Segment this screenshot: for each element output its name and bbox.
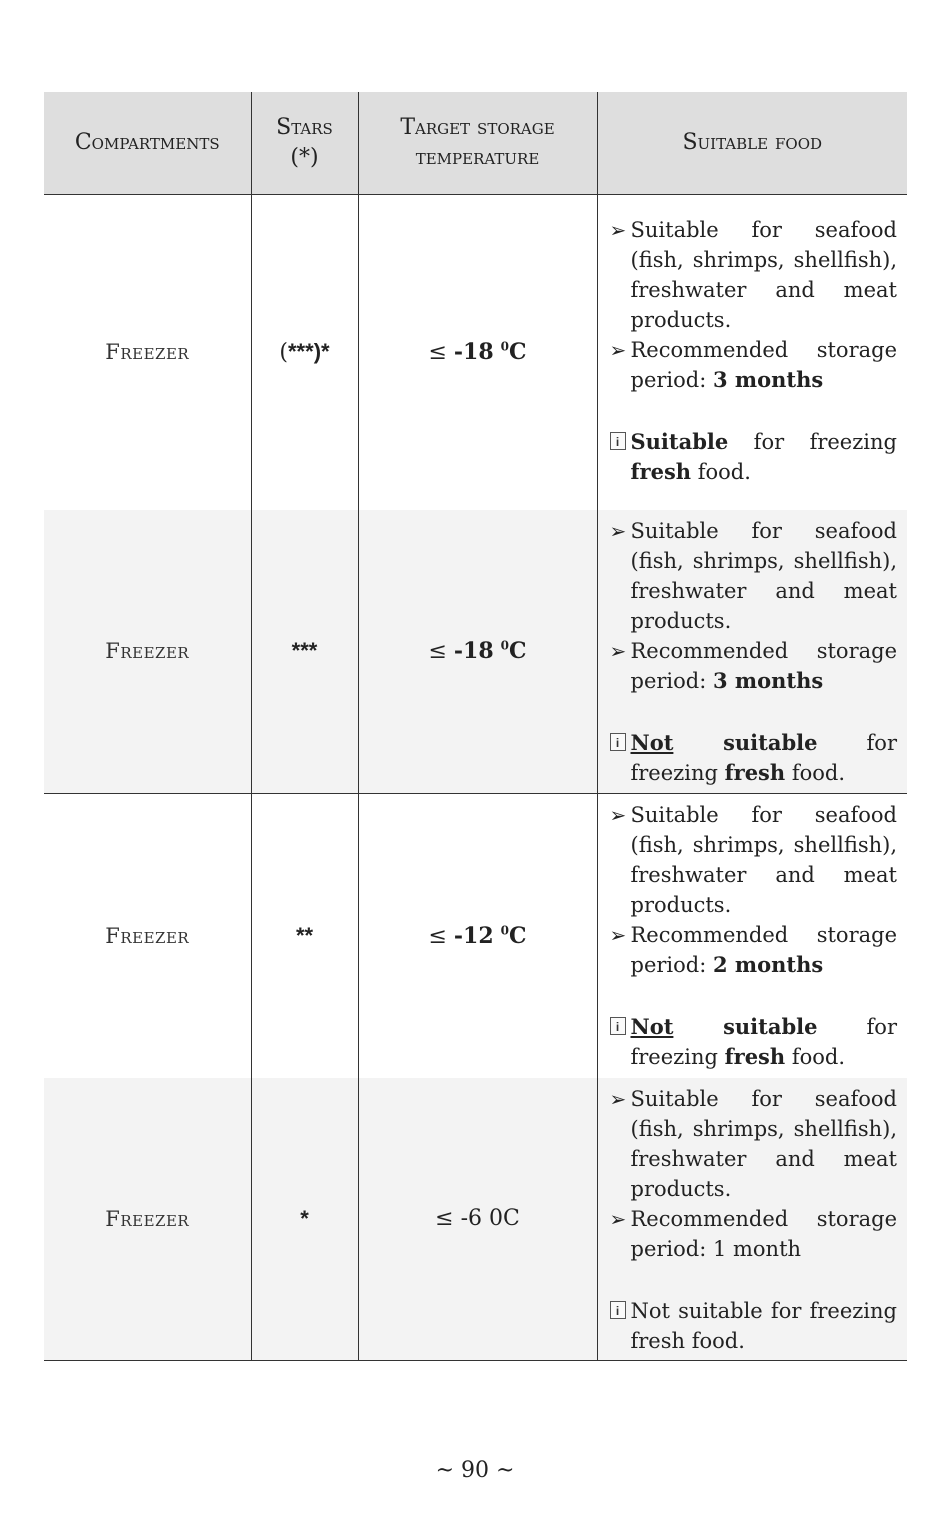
- temperature-cell: ≤ -6 0C: [358, 1078, 597, 1361]
- stars-cell: ***: [251, 510, 358, 794]
- suitable-food-cell: ➢ Suitable for seafood (fish, shrimps, shellfish), freshwater and meat products. ➢ Recommended storage period: 3 months i Suitable for freezing fresh food.: [597, 195, 907, 510]
- table-row: [44, 794, 907, 1078]
- arrow-bullet-icon: ➢: [609, 638, 627, 663]
- arrow-bullet-icon: ➢: [609, 1086, 627, 1111]
- arrow-bullet-icon: ➢: [609, 338, 627, 362]
- info-icon: i: [610, 1301, 626, 1319]
- info-icon: i: [610, 432, 626, 450]
- header-target-temperature: Target storage temperature: [358, 92, 597, 195]
- arrow-bullet-icon: ➢: [609, 518, 627, 543]
- compartment-cell: Freezer: [44, 1078, 251, 1361]
- header-suitable-food: Suitable food: [597, 92, 907, 195]
- suitable-food-cell: ➢ Suitable for seafood (fish, shrimps, shellfish), freshwater and meat products. ➢ Recommended storage period: 3 months i Not suitable for freezing fresh food.: [597, 510, 907, 794]
- header-stars: Stars (*): [251, 92, 358, 195]
- arrow-bullet-icon: ➢: [609, 803, 627, 827]
- header-row: [44, 92, 907, 195]
- storage-table: [44, 92, 907, 1361]
- suitable-food-cell: ➢ Suitable for seafood (fish, shrimps, shellfish), freshwater and meat products. ➢ Recommended storage period: 2 months i Not suitable for freezing fresh food.: [597, 794, 907, 1078]
- temperature-cell: ≤ -12 $^0$C: [358, 794, 597, 1078]
- temperature-cell: ≤ -18 $^0$C: [358, 195, 597, 510]
- info-icon: i: [610, 1017, 626, 1035]
- arrow-bullet-icon: ➢: [609, 1206, 627, 1231]
- compartment-cell: Freezer: [44, 195, 251, 510]
- info-icon: i: [610, 733, 626, 751]
- arrow-bullet-icon: ➢: [609, 218, 627, 242]
- arrow-bullet-icon: ➢: [609, 923, 627, 947]
- compartment-cell: Freezer: [44, 510, 251, 794]
- suitable-food-cell: ➢ Suitable for seafood (fish, shrimps, shellfish), freshwater and meat products. ➢ Recommended storage period: 1 month i Not suitable for freezing fresh food.: [597, 1078, 907, 1361]
- table-row: [44, 195, 907, 510]
- table-row: [44, 1078, 907, 1361]
- stars-cell: (***)*: [251, 195, 358, 510]
- stars-cell: **: [251, 794, 358, 1078]
- header-compartments: Compartments: [44, 92, 251, 195]
- stars-cell: *: [251, 1078, 358, 1361]
- page-number: ~ 90 ~: [435, 1458, 515, 1483]
- temperature-cell: ≤ -18 $^0$C: [358, 510, 597, 794]
- table-row: [44, 510, 907, 794]
- compartment-cell: Freezer: [44, 794, 251, 1078]
